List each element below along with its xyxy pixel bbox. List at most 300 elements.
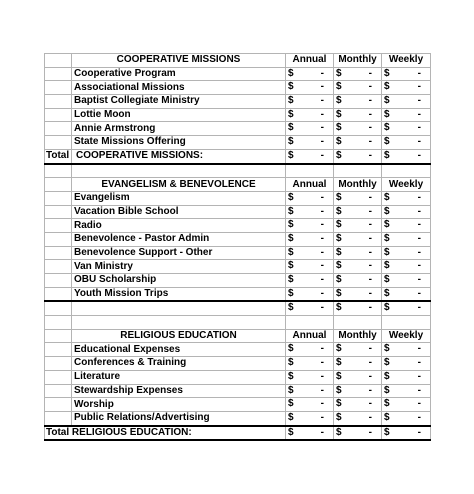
currency-symbol: $ [336,81,342,93]
currency-symbol: $ [336,260,342,272]
monthly-cell[interactable] [334,370,382,384]
section-title[interactable]: COOPERATIVE MISSIONS [72,54,286,68]
weekly-cell[interactable] [382,246,431,260]
currency-symbol: $ [288,81,294,93]
currency-symbol: $ [336,370,342,382]
empty-cell[interactable] [45,136,72,150]
annual-cell[interactable] [286,67,334,81]
weekly-cell[interactable] [382,232,431,246]
currency-symbol: $ [336,274,342,285]
currency-symbol: $ [384,95,390,107]
currency-symbol: $ [288,287,294,299]
weekly-cell[interactable] [382,274,431,288]
weekly-total-cell[interactable] [382,149,431,163]
currency-symbol: $ [288,122,294,134]
currency-symbol: $ [384,232,390,244]
weekly-cell[interactable] [382,81,431,95]
section-header-evangelism [45,178,431,192]
currency-symbol: $ [336,95,342,107]
currency-symbol: $ [384,426,390,438]
monthly-cell[interactable] [334,191,382,205]
amount-value: - [417,149,421,161]
amount-value: - [417,81,421,93]
col-annual-header[interactable]: Annual [286,54,334,68]
monthly-cell[interactable] [334,108,382,122]
line-item-label[interactable]: Stewardship Expenses [72,384,286,398]
table-row [45,191,431,205]
col-annual-header[interactable]: Annual [286,329,334,343]
line-item-label[interactable]: OBU Scholarship [72,274,286,288]
amount-value: - [417,384,421,396]
amount-value: - [417,398,421,410]
currency-symbol: $ [288,426,294,438]
monthly-cell[interactable] [334,219,382,233]
monthly-cell[interactable] [334,81,382,95]
empty-cell[interactable] [45,411,72,425]
empty-cell[interactable] [45,316,72,330]
empty-cell[interactable] [72,316,286,330]
currency-symbol: $ [288,343,294,355]
empty-cell[interactable] [45,398,72,412]
table-row [45,232,431,246]
amount-value: - [417,232,421,244]
amount-value: - [320,384,324,396]
amount-value: - [368,260,372,272]
currency-symbol: $ [384,302,390,314]
currency-symbol: $ [336,122,342,134]
weekly-cell[interactable] [382,357,431,371]
currency-symbol: $ [288,274,294,285]
amount-value: - [320,426,324,438]
amount-value: - [368,302,372,314]
amount-value: - [320,95,324,107]
table-row [45,411,431,425]
annual-cell[interactable] [286,260,334,274]
currency-symbol: $ [336,136,342,148]
currency-symbol: $ [336,67,342,79]
amount-value: - [368,246,372,258]
line-item-label[interactable]: Conferences & Training [72,357,286,371]
currency-symbol: $ [288,260,294,272]
weekly-cell[interactable] [382,205,431,219]
annual-cell[interactable] [286,108,334,122]
amount-value: - [417,370,421,382]
empty-cell[interactable] [45,370,72,384]
amount-value: - [417,108,421,120]
currency-symbol: $ [336,108,342,120]
empty-cell[interactable] [45,357,72,371]
amount-value: - [368,370,372,382]
line-item-label[interactable]: Benevolence - Pastor Admin [72,232,286,246]
amount-value: - [368,343,372,355]
monthly-cell[interactable] [334,398,382,412]
empty-cell[interactable] [45,219,72,233]
blank-row [45,164,431,178]
amount-value: - [368,426,372,438]
monthly-cell[interactable] [334,274,382,288]
total-prefix[interactable]: Total [45,149,72,163]
empty-cell[interactable] [72,301,286,315]
monthly-cell[interactable] [334,343,382,357]
currency-symbol: $ [384,219,390,231]
currency-symbol: $ [384,136,390,148]
amount-value: - [368,122,372,134]
amount-value: - [320,246,324,258]
currency-symbol: $ [288,191,294,203]
currency-symbol: $ [288,219,294,231]
empty-cell[interactable] [45,246,72,260]
amount-value: - [320,108,324,120]
amount-value: - [417,205,421,217]
table-row [45,287,431,301]
annual-cell[interactable] [286,370,334,384]
amount-value: - [417,287,421,299]
amount-value: - [320,67,324,79]
amount-value: - [320,357,324,369]
currency-symbol: $ [288,108,294,120]
annual-cell[interactable] [286,219,334,233]
line-item-label[interactable]: Worship [72,398,286,412]
annual-cell[interactable] [286,357,334,371]
amount-value: - [320,81,324,93]
currency-symbol: $ [336,246,342,258]
annual-cell[interactable] [286,274,334,288]
weekly-cell[interactable] [382,95,431,109]
monthly-total-cell[interactable] [334,149,382,163]
empty-cell[interactable] [45,205,72,219]
monthly-cell[interactable] [334,95,382,109]
empty-cell[interactable] [72,164,286,178]
empty-cell[interactable] [45,343,72,357]
empty-cell[interactable] [45,81,72,95]
amount-value: - [368,149,372,161]
amount-value: - [320,136,324,148]
currency-symbol: $ [336,205,342,217]
table-row [45,384,431,398]
col-weekly-header[interactable]: Weekly [382,329,431,343]
currency-symbol: $ [384,411,390,423]
amount-value: - [368,205,372,217]
empty-cell[interactable] [334,164,382,178]
annual-cell[interactable] [286,136,334,150]
line-item-label[interactable]: Lottie Moon [72,108,286,122]
amount-value: - [320,191,324,203]
annual-cell[interactable] [286,205,334,219]
line-item-label[interactable]: Radio [72,219,286,233]
annual-cell[interactable] [286,411,334,425]
amount-value: - [368,384,372,396]
currency-symbol: $ [288,398,294,410]
weekly-cell[interactable] [382,136,431,150]
col-monthly-header[interactable]: Monthly [334,178,382,192]
empty-cell[interactable] [45,67,72,81]
currency-symbol: $ [384,108,390,120]
line-item-label[interactable]: Cooperative Program [72,67,286,81]
line-item-label[interactable]: Educational Expenses [72,343,286,357]
amount-value: - [320,370,324,382]
empty-cell[interactable] [286,316,334,330]
amount-value: - [320,287,324,299]
weekly-cell[interactable] [382,370,431,384]
currency-symbol: $ [384,67,390,79]
total-row-religious [45,426,431,441]
budget-sheet [44,53,431,441]
monthly-cell[interactable] [334,260,382,274]
monthly-cell[interactable] [334,205,382,219]
empty-cell[interactable] [45,191,72,205]
amount-value: - [417,95,421,107]
annual-cell[interactable] [286,384,334,398]
col-annual-header[interactable]: Annual [286,178,334,192]
weekly-cell[interactable] [382,411,431,425]
monthly-cell[interactable] [334,384,382,398]
empty-cell[interactable] [45,329,72,343]
amount-value: - [320,219,324,231]
line-item-label[interactable]: Baptist Collegiate Ministry [72,95,286,109]
currency-symbol: $ [336,426,342,438]
amount-value: - [368,191,372,203]
annual-cell[interactable] [286,343,334,357]
currency-symbol: $ [384,191,390,203]
amount-value: - [368,232,372,244]
monthly-cell[interactable] [334,411,382,425]
weekly-cell[interactable] [382,398,431,412]
empty-cell[interactable] [382,164,431,178]
table-row [45,343,431,357]
amount-value: - [417,357,421,369]
amount-value: - [417,274,421,285]
table-row [45,205,431,219]
table-row [45,398,431,412]
amount-value: - [368,108,372,120]
monthly-cell[interactable] [334,136,382,150]
weekly-cell[interactable] [382,219,431,233]
currency-symbol: $ [336,149,342,161]
empty-cell[interactable] [45,54,72,68]
currency-symbol: $ [384,260,390,272]
empty-cell[interactable] [334,316,382,330]
monthly-cell[interactable] [334,287,382,301]
amount-value: - [320,149,324,161]
col-weekly-header[interactable]: Weekly [382,178,431,192]
amount-value: - [368,219,372,231]
annual-total-cell[interactable] [286,149,334,163]
currency-symbol: $ [336,219,342,231]
table-row [45,370,431,384]
amount-value: - [320,411,324,423]
empty-cell[interactable] [286,164,334,178]
currency-symbol: $ [288,67,294,79]
amount-value: - [368,287,372,299]
amount-value: - [368,95,372,107]
currency-symbol: $ [336,191,342,203]
currency-symbol: $ [288,246,294,258]
line-item-label[interactable]: Vacation Bible School [72,205,286,219]
amount-value: - [368,357,372,369]
col-weekly-header[interactable]: Weekly [382,54,431,68]
amount-value: - [320,343,324,355]
currency-symbol: $ [336,287,342,299]
section-header-cooperative [45,54,431,68]
empty-cell[interactable] [45,95,72,109]
amount-value: - [320,398,324,410]
budget-table [44,53,431,441]
line-item-label[interactable]: State Missions Offering [72,136,286,150]
table-row [45,122,431,136]
currency-symbol: $ [288,370,294,382]
table-row [45,108,431,122]
table-row [45,95,431,109]
empty-cell[interactable] [45,122,72,136]
empty-cell[interactable] [45,260,72,274]
amount-value: - [417,219,421,231]
currency-symbol: $ [336,232,342,244]
currency-symbol: $ [384,343,390,355]
empty-cell[interactable] [45,178,72,192]
weekly-total-cell[interactable] [382,301,431,315]
weekly-cell[interactable] [382,67,431,81]
amount-value: - [368,136,372,148]
amount-value: - [417,302,421,314]
currency-symbol: $ [336,302,342,314]
table-row [45,219,431,233]
total-row-cooperative [45,149,431,163]
table-row [45,260,431,274]
monthly-total-cell[interactable] [334,426,382,441]
currency-symbol: $ [384,246,390,258]
empty-cell[interactable] [45,232,72,246]
annual-cell[interactable] [286,246,334,260]
currency-symbol: $ [384,357,390,369]
currency-symbol: $ [288,357,294,369]
currency-symbol: $ [336,411,342,423]
annual-cell[interactable] [286,191,334,205]
currency-symbol: $ [288,302,294,314]
currency-symbol: $ [336,357,342,369]
amount-value: - [320,274,324,285]
annual-cell[interactable] [286,95,334,109]
amount-value: - [320,122,324,134]
total-label[interactable]: Total RELIGIOUS EDUCATION: [45,426,286,441]
section-title[interactable]: RELIGIOUS EDUCATION [72,329,286,343]
amount-value: - [417,136,421,148]
amount-value: - [368,398,372,410]
amount-value: - [320,205,324,217]
currency-symbol: $ [384,274,390,285]
table-row [45,67,431,81]
currency-symbol: $ [384,398,390,410]
amount-value: - [368,411,372,423]
line-item-label[interactable]: Literature [72,370,286,384]
weekly-cell[interactable] [382,191,431,205]
line-item-label[interactable]: Public Relations/Advertising [72,411,286,425]
blank-row [45,316,431,330]
weekly-cell[interactable] [382,287,431,301]
currency-symbol: $ [384,287,390,299]
table-row [45,81,431,95]
empty-cell[interactable] [45,301,72,315]
line-item-label[interactable]: Youth Mission Trips [72,287,286,301]
annual-total-cell[interactable] [286,426,334,441]
currency-symbol: $ [288,149,294,161]
empty-cell[interactable] [45,108,72,122]
line-item-label[interactable]: Evangelism [72,191,286,205]
currency-symbol: $ [288,95,294,107]
line-item-label[interactable]: Benevolence Support - Other [72,246,286,260]
amount-value: - [368,81,372,93]
table-row [45,274,431,288]
currency-symbol: $ [288,384,294,396]
annual-total-cell[interactable] [286,301,334,315]
table-row [45,136,431,150]
monthly-cell[interactable] [334,232,382,246]
amount-value: - [417,343,421,355]
annual-cell[interactable] [286,232,334,246]
total-label[interactable]: COOPERATIVE MISSIONS: [72,149,286,163]
col-monthly-header[interactable]: Monthly [334,54,382,68]
weekly-cell[interactable] [382,122,431,136]
monthly-cell[interactable] [334,122,382,136]
currency-symbol: $ [384,122,390,134]
annual-cell[interactable] [286,287,334,301]
empty-cell[interactable] [45,384,72,398]
currency-symbol: $ [384,384,390,396]
monthly-cell[interactable] [334,246,382,260]
line-item-label[interactable]: Associational Missions [72,81,286,95]
currency-symbol: $ [384,81,390,93]
table-row [45,357,431,371]
currency-symbol: $ [336,343,342,355]
table-row [45,246,431,260]
amount-value: - [368,67,372,79]
monthly-total-cell[interactable] [334,301,382,315]
section-title[interactable]: EVANGELISM & BENEVOLENCE [72,178,286,192]
amount-value: - [320,260,324,272]
amount-value: - [417,246,421,258]
weekly-cell[interactable] [382,343,431,357]
currency-symbol: $ [384,370,390,382]
empty-cell[interactable] [45,274,72,288]
line-item-label[interactable]: Annie Armstrong [72,122,286,136]
currency-symbol: $ [288,136,294,148]
amount-value: - [417,67,421,79]
empty-cell[interactable] [45,164,72,178]
monthly-cell[interactable] [334,357,382,371]
weekly-cell[interactable] [382,260,431,274]
annual-cell[interactable] [286,398,334,412]
monthly-cell[interactable] [334,67,382,81]
amount-value: - [417,260,421,272]
weekly-cell[interactable] [382,384,431,398]
amount-value: - [417,122,421,134]
empty-cell[interactable] [45,287,72,301]
empty-cell[interactable] [382,316,431,330]
amount-value: - [417,411,421,423]
amount-value: - [320,232,324,244]
col-monthly-header[interactable]: Monthly [334,329,382,343]
total-row-evangelism [45,301,431,315]
annual-cell[interactable] [286,81,334,95]
currency-symbol: $ [384,149,390,161]
annual-cell[interactable] [286,122,334,136]
line-item-label[interactable]: Van Ministry [72,260,286,274]
section-header-religious [45,329,431,343]
weekly-total-cell[interactable] [382,426,431,441]
amount-value: - [417,191,421,203]
currency-symbol: $ [288,411,294,423]
amount-value: - [320,302,324,314]
weekly-cell[interactable] [382,108,431,122]
